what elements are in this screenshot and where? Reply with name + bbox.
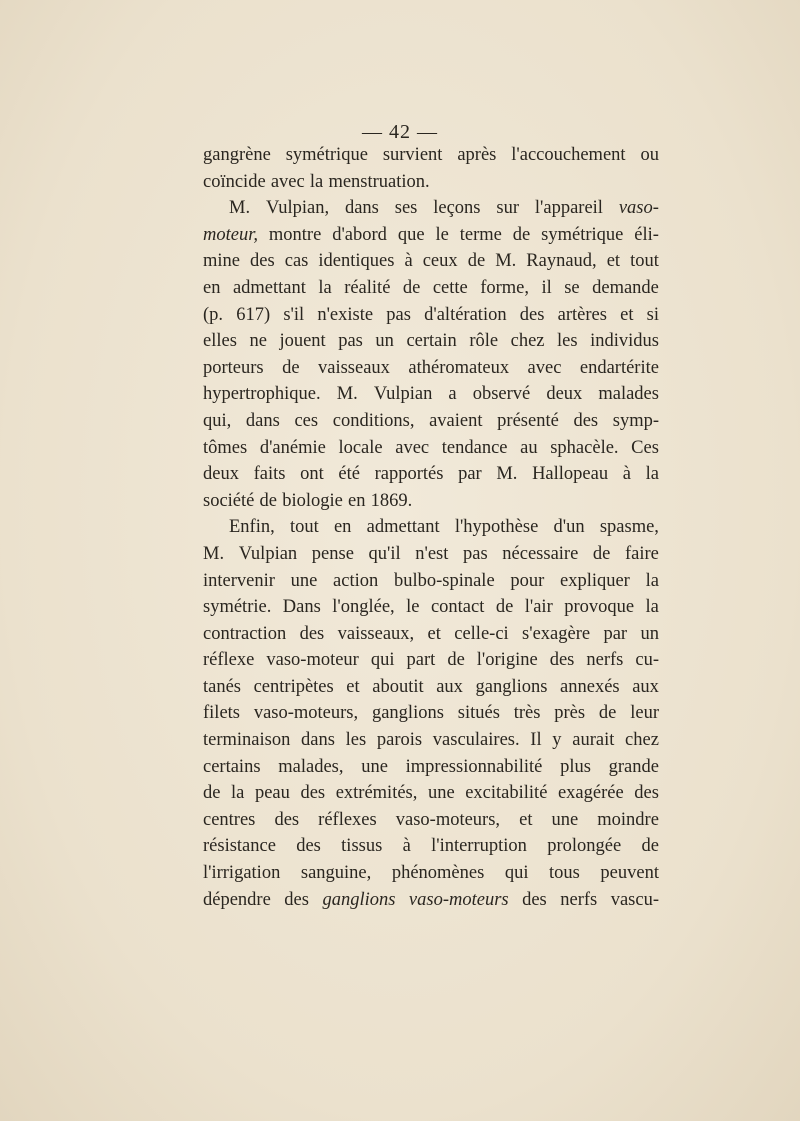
word: que [397, 224, 425, 245]
text-line [203, 408, 659, 435]
text-line [203, 621, 659, 648]
word: nécessaire [502, 543, 579, 564]
word: Dans [282, 597, 321, 618]
word: athéromateux [408, 357, 510, 378]
text-line [203, 248, 659, 275]
word: malades [598, 384, 659, 405]
text-line [203, 594, 659, 621]
text-line [203, 807, 659, 834]
text-line [203, 647, 659, 674]
word: présenté [497, 410, 559, 431]
text-line [203, 860, 659, 887]
word: ganglions [371, 703, 444, 724]
word: intervenir [203, 570, 275, 591]
word: avaient [429, 410, 483, 431]
text-line [203, 435, 659, 462]
word: elles [203, 331, 237, 352]
text-line [203, 195, 659, 222]
word: dépendre [203, 889, 271, 910]
text-line [203, 355, 659, 382]
text-line [203, 780, 659, 807]
word: terme [459, 224, 502, 245]
word: vaso-moteur [266, 650, 359, 671]
word: avec [395, 437, 430, 458]
word: menstruation. [328, 171, 430, 192]
word: les [345, 730, 367, 751]
word: leçons [433, 198, 481, 219]
word: si [646, 304, 659, 325]
word: l'accouchement [511, 145, 626, 165]
word: de [203, 783, 221, 804]
text-line [203, 169, 659, 196]
word: la [645, 570, 659, 591]
word: locale [338, 437, 383, 458]
word: hypertrophique. [203, 384, 321, 405]
word: contact [430, 597, 485, 618]
word: des [284, 889, 309, 910]
word: un [375, 331, 394, 352]
word: le [435, 224, 449, 245]
word: pas [463, 543, 488, 564]
word: prolongée [547, 836, 622, 857]
word: la [309, 171, 324, 192]
word: très [513, 703, 541, 724]
word: des [549, 650, 575, 671]
word: Ces [631, 437, 659, 458]
word: demande [592, 277, 659, 298]
page-number: — 42 — [362, 121, 438, 143]
word: vaisseaux [318, 357, 390, 378]
word: phénomènes [391, 863, 485, 884]
word: d'anémie [259, 437, 326, 458]
word: faire [625, 543, 659, 564]
word: ne [249, 331, 267, 352]
word: tômes [203, 437, 248, 458]
word: montre [268, 224, 322, 245]
word: rapportés [374, 464, 444, 485]
word: bulbo-spinale [393, 570, 495, 591]
word: symp- [612, 410, 659, 431]
word: forme, [480, 277, 530, 298]
word: de [641, 836, 659, 857]
word: gangrène [203, 145, 271, 165]
word: et [346, 676, 360, 697]
word: ganglions [475, 676, 548, 697]
word: de [282, 357, 300, 378]
word: chez [625, 730, 659, 751]
word: individus [590, 331, 659, 352]
word: mine [203, 251, 240, 272]
word: été [338, 464, 360, 485]
word: pour [510, 570, 545, 591]
word: de [447, 650, 465, 671]
word: deux [546, 384, 583, 405]
word: grande [608, 756, 659, 777]
word: pas [386, 304, 411, 325]
word: pas [338, 331, 363, 352]
word: peuvent [600, 863, 659, 884]
word: et [427, 623, 441, 644]
word: société [203, 490, 255, 511]
italic-word: vaso- [618, 198, 659, 219]
word: terminaison [203, 730, 291, 751]
word: conditions, [332, 410, 415, 431]
word: provoque [564, 597, 635, 618]
word: cas [284, 251, 309, 272]
body-text [203, 142, 659, 913]
word: l'onglée, [332, 597, 395, 618]
word: situés [457, 703, 500, 724]
word: moindre [597, 809, 659, 830]
word: ses [394, 198, 418, 219]
word: Raynaud, [526, 251, 597, 272]
word: qui, [203, 410, 232, 431]
word: contraction [203, 623, 287, 644]
word: des [299, 623, 325, 644]
word: l'air [524, 597, 553, 618]
word: ces [294, 410, 319, 431]
word: d'un [553, 517, 585, 538]
word: aux [632, 676, 659, 697]
word: le [406, 597, 420, 618]
word: par [458, 464, 482, 485]
word: symétrique [541, 224, 624, 245]
word: avec [527, 357, 562, 378]
word: et [519, 809, 533, 830]
word: jouent [279, 331, 326, 352]
word: à [402, 836, 411, 857]
word: tissus [341, 836, 383, 857]
text-line [203, 754, 659, 781]
text-line [203, 887, 659, 914]
word: celle-ci [454, 623, 509, 644]
word: observé [472, 384, 531, 405]
word: sanguine, [300, 863, 372, 884]
word: de [495, 597, 514, 618]
word: n'existe [317, 304, 374, 325]
word: l'interruption [431, 836, 527, 857]
word: réflexe [203, 650, 255, 671]
text-line [203, 700, 659, 727]
word: l'appareil [534, 198, 603, 219]
text-line [203, 142, 659, 169]
word: faits [253, 464, 286, 485]
word: nerfs [586, 650, 624, 671]
word: sur [496, 198, 520, 219]
text-line [203, 275, 659, 302]
word: cette [432, 277, 468, 298]
word: tous [549, 863, 580, 884]
word: des [519, 304, 545, 325]
word: tendance [441, 437, 508, 458]
word: dans [301, 730, 335, 751]
word: la [645, 597, 659, 618]
word: d'abord [332, 224, 387, 245]
word: Il [530, 730, 542, 751]
text-line [203, 461, 659, 488]
text-line [203, 514, 659, 541]
word: centres [203, 809, 256, 830]
word: dans [245, 410, 280, 431]
word: et [620, 304, 634, 325]
word: la [231, 783, 245, 804]
word: y [552, 730, 562, 751]
word: aurait [572, 730, 615, 751]
word: il [541, 277, 552, 298]
text-line [203, 727, 659, 754]
word: les [557, 331, 578, 352]
word: des [300, 783, 326, 804]
word: excitabilité [465, 783, 548, 804]
word: expliquer [559, 570, 630, 591]
word: de [402, 277, 421, 298]
word: vascu- [610, 889, 659, 910]
word: M. [495, 251, 517, 272]
word: symétrie. [203, 597, 272, 618]
word: se [564, 277, 580, 298]
word: une [551, 809, 579, 830]
word: ont [300, 464, 324, 485]
text-line [203, 302, 659, 329]
word: un [640, 623, 659, 644]
word: s'il [283, 304, 305, 325]
word: s'exagère [522, 623, 591, 644]
text-line [203, 674, 659, 701]
word: cu- [635, 650, 659, 671]
word: chez [510, 331, 545, 352]
text-line [203, 381, 659, 408]
word: avec [270, 171, 305, 192]
word: près [554, 703, 586, 724]
word: et [606, 251, 621, 272]
word: exagérée [557, 783, 624, 804]
word: admettant [232, 277, 306, 298]
word: pense [311, 543, 354, 564]
word: action [333, 570, 379, 591]
word: vasculaires. [432, 730, 520, 751]
word: aboutit [372, 676, 424, 697]
word: réflexes [318, 809, 377, 830]
text-line [203, 833, 659, 860]
word: malades, [278, 756, 344, 777]
word: l'hypothèse [454, 517, 539, 538]
word: artères [557, 304, 607, 325]
word: au [520, 437, 538, 458]
word: une [361, 756, 388, 777]
word: nerfs [560, 889, 598, 910]
word: leur [630, 703, 659, 724]
word: a [448, 384, 457, 405]
word: d'altération [424, 304, 507, 325]
word: parois [376, 730, 423, 751]
word: symétrique [285, 145, 368, 165]
word: à [404, 251, 413, 272]
word: endartérite [579, 357, 659, 378]
word: ceux [422, 251, 458, 272]
word: l'origine [476, 650, 538, 671]
word: ou [640, 145, 659, 165]
word: Vulpian, [265, 198, 330, 219]
word: 617) [236, 304, 271, 325]
word: biologie [282, 490, 343, 511]
word: (p. [203, 304, 224, 325]
italic-word: moteur, [203, 224, 258, 245]
word: de [512, 224, 531, 245]
word: extrémités, [335, 783, 418, 804]
word: des [634, 783, 659, 804]
word: vaisseaux, [337, 623, 415, 644]
word: survient [382, 145, 443, 165]
word: Hallopeau [532, 464, 609, 485]
word: de [598, 703, 617, 724]
word: des [573, 410, 599, 431]
word: à [622, 464, 631, 485]
word: éli- [634, 224, 659, 245]
italic-word: ganglions [322, 889, 396, 910]
word: plus [560, 756, 591, 777]
word: centripètes [253, 676, 334, 697]
word: spasme, [599, 517, 659, 538]
word: réalité [344, 277, 391, 298]
word: tout [289, 517, 319, 538]
word: M. [336, 384, 358, 405]
word: par [603, 623, 628, 644]
word: de [592, 543, 611, 564]
word: résistance [203, 836, 276, 857]
text-line [203, 328, 659, 355]
word: deux [203, 464, 239, 485]
word: certain [406, 331, 457, 352]
word: peau [254, 783, 290, 804]
word: des [522, 889, 547, 910]
word: qu'il [368, 543, 401, 564]
word: une [427, 783, 455, 804]
text-line [203, 541, 659, 568]
word: l'irrigation [203, 863, 281, 884]
word: vaso-moteurs, [253, 703, 359, 724]
word: impressionnabilité [405, 756, 543, 777]
text-line [203, 222, 659, 249]
word: n'est [415, 543, 449, 564]
word: vaso-moteurs, [395, 809, 501, 830]
word: rôle [469, 331, 499, 352]
word: des [250, 251, 275, 272]
word: en [333, 517, 352, 538]
text-line [203, 488, 659, 515]
word: identiques [318, 251, 395, 272]
word: annexés [560, 676, 620, 697]
word: 1869. [370, 490, 413, 511]
word: M. [203, 543, 225, 564]
word: aux [436, 676, 463, 697]
word: M. [496, 464, 518, 485]
word: une [290, 570, 318, 591]
word: sphacèle. [550, 437, 619, 458]
word: de [467, 251, 486, 272]
word: part [406, 650, 436, 671]
word: des [274, 809, 300, 830]
word: en [203, 277, 221, 298]
word: la [645, 464, 659, 485]
word: des [296, 836, 321, 857]
word: tout [630, 251, 659, 272]
word: Vulpian [238, 543, 298, 564]
word: dans [344, 198, 379, 219]
text-line [203, 568, 659, 595]
word: porteurs [203, 357, 264, 378]
word: tanés [203, 676, 242, 697]
word: qui [504, 863, 529, 884]
word: certains [203, 756, 261, 777]
word: la [318, 277, 332, 298]
word: après [457, 145, 497, 165]
word: de [259, 490, 278, 511]
word: coïncide [203, 171, 266, 192]
word: qui [370, 650, 395, 671]
word: filets [203, 703, 240, 724]
word: en [348, 490, 366, 511]
italic-word: vaso-moteurs [408, 889, 509, 910]
word: Vulpian [373, 384, 433, 405]
word: Enfin, [229, 517, 275, 538]
word: admettant [366, 517, 440, 538]
word: M. [229, 198, 251, 219]
